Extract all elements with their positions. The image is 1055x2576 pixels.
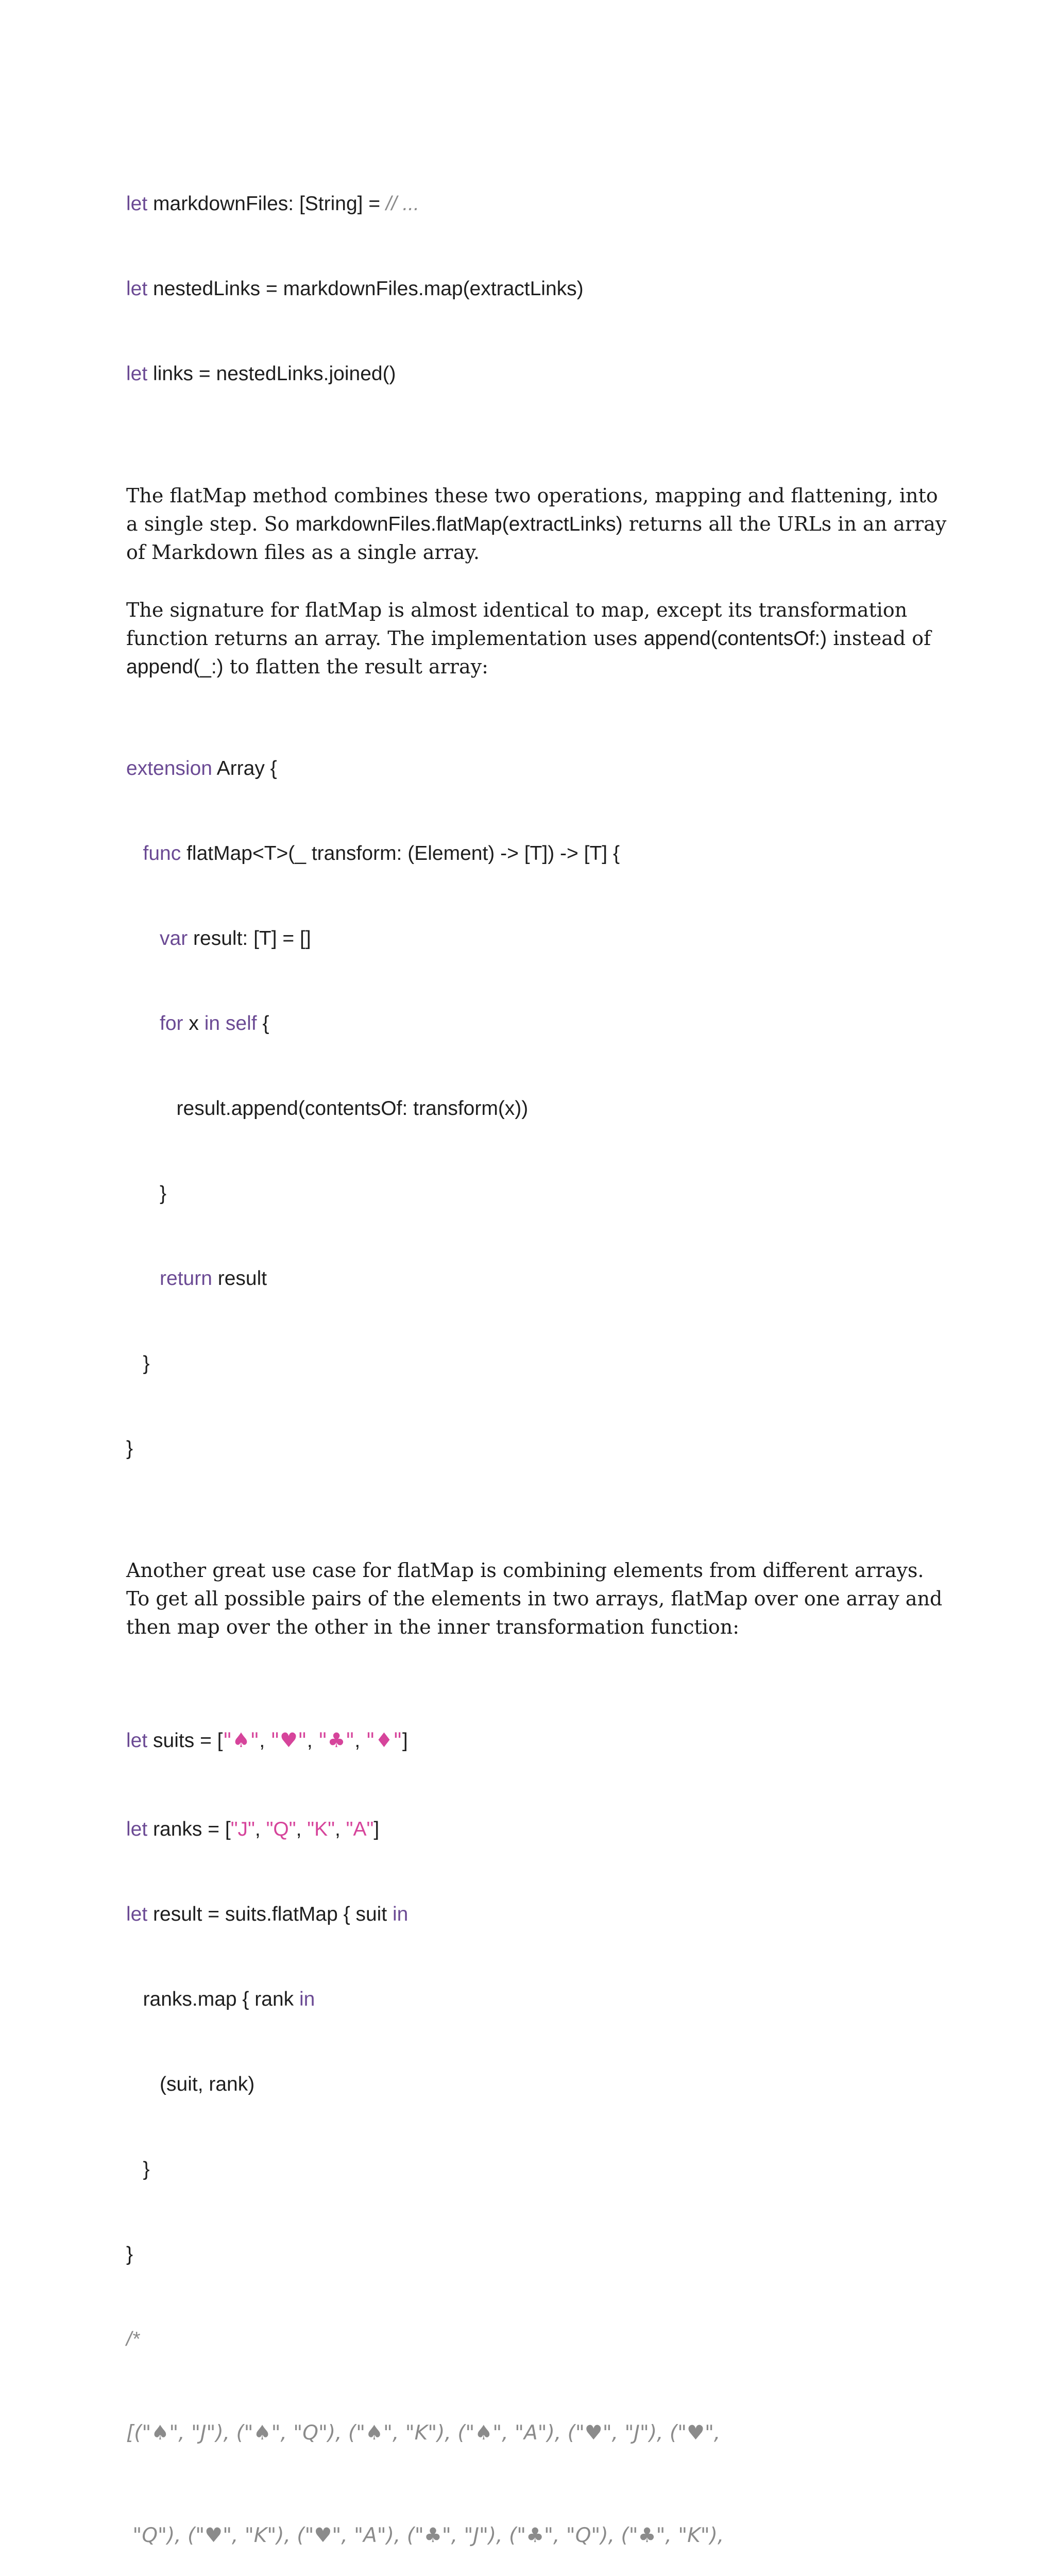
code-text: ,: [259, 1730, 271, 1752]
code-text: suits = [: [147, 1730, 223, 1752]
keyword: let: [126, 193, 148, 215]
keyword: in: [204, 1012, 220, 1035]
code-text: x: [183, 1012, 205, 1035]
code-line: [126, 360, 950, 388]
string-literal: "A": [346, 1818, 374, 1840]
code-text: ,: [354, 1730, 366, 1752]
paragraph-flatmap-intro: [126, 482, 950, 567]
string-literal: "Q": [266, 1818, 296, 1840]
code-text: result: [T] = []: [188, 927, 311, 950]
keyword: var: [160, 927, 188, 950]
code-line: [126, 1900, 950, 1928]
keyword: extension: [126, 757, 212, 779]
indent: [126, 927, 160, 950]
inline-code: markdownFiles.flatMap(extractLinks): [295, 513, 623, 535]
code-text: ,: [334, 1818, 346, 1840]
paragraph-text: The signature for flatMap is almost identical to map, except its transformation function returns an array. The implementation uses: [126, 599, 908, 650]
paragraph-text: instead of: [827, 627, 931, 650]
code-text: result = suits.flatMap { suit: [147, 1903, 393, 1925]
string-literal: "♦": [366, 1729, 402, 1752]
keyword: self: [225, 1012, 257, 1035]
code-text: ]: [402, 1730, 408, 1752]
keyword: for: [160, 1012, 183, 1035]
code-text: ,: [296, 1818, 308, 1840]
document-page: [126, 133, 950, 2576]
code-line: [126, 1985, 950, 2013]
code-text: ,: [254, 1818, 266, 1840]
indent: [126, 1988, 143, 2010]
code-line: [126, 1009, 950, 1038]
string-literal: "♥": [270, 1729, 307, 1752]
code-text: links = nestedLinks.joined(): [147, 363, 396, 385]
code-text: [220, 1012, 226, 1035]
code-line: [126, 754, 950, 783]
keyword: let: [126, 1730, 148, 1752]
comment-output-line: [("♠", "J"), ("♠", "Q"), ("♠", "K"), ("♠", "A"), ("♥", "J"), ("♥",: [126, 2421, 721, 2445]
code-text: result: [212, 1267, 267, 1290]
indent: [126, 1012, 160, 1035]
code-line: }: [126, 2243, 133, 2265]
keyword: let: [126, 278, 148, 300]
code-line: [126, 275, 950, 303]
code-line: }: [126, 2158, 150, 2180]
code-text: flatMap<T>(_ transform: (Element) -> [T]) -> [T] {: [181, 842, 620, 865]
code-line: (suit, rank): [126, 2073, 255, 2095]
code-text: nestedLinks = markdownFiles.map(extractLinks): [147, 278, 584, 300]
code-comment: // ...: [385, 193, 419, 215]
code-text: {: [257, 1012, 269, 1035]
code-line: [126, 924, 950, 953]
code-text: Array {: [212, 757, 277, 779]
code-text: ,: [307, 1730, 318, 1752]
paragraph-flatmap-signature: [126, 596, 950, 681]
code-text: markdownFiles: [String] =: [147, 193, 386, 215]
paragraph-text: returns all the URLs in an array of Markdown files as a single array.: [126, 513, 947, 564]
keyword: in: [299, 1988, 315, 2010]
code-line: [126, 1815, 950, 1843]
code-line: [126, 1723, 950, 1758]
code-line: [126, 1264, 950, 1293]
string-literal: "K": [307, 1818, 335, 1840]
string-literal: "♠": [223, 1729, 260, 1752]
code-block-suits-ranks: [126, 1666, 950, 2576]
keyword: func: [143, 842, 181, 865]
code-line: }: [126, 1182, 167, 1205]
code-block-markdown-links: [126, 133, 950, 445]
paragraph-text: The flatMap method combines these two operations, mapping and flattening, into a single step. So: [126, 484, 938, 535]
code-line: [126, 190, 950, 218]
inline-code: append(contentsOf:): [643, 628, 827, 650]
code-line: [126, 839, 950, 868]
code-line: }: [126, 1352, 150, 1375]
code-line: }: [126, 1437, 133, 1460]
keyword: let: [126, 1818, 148, 1840]
string-literal: "♣": [318, 1729, 355, 1752]
paragraph-text: to flatten the result array:: [223, 655, 488, 678]
paragraph-combining-arrays: Another great use case for flatMap is combining elements from different arrays. To get all possible pairs of the elements in two arrays, flatMap over one array and then map over the other in the inner transformation function:: [126, 1559, 943, 1638]
code-text: ]: [373, 1818, 380, 1840]
comment-open: /*: [126, 2328, 140, 2350]
keyword: return: [160, 1267, 212, 1290]
indent: [126, 842, 143, 865]
keyword: let: [126, 1903, 148, 1925]
code-line: result.append(contentsOf: transform(x)): [126, 1097, 529, 1120]
code-text: ranks = [: [147, 1818, 231, 1840]
keyword: in: [393, 1903, 409, 1925]
indent: [126, 1267, 160, 1290]
keyword: let: [126, 363, 148, 385]
inline-code: append(_:): [126, 656, 224, 678]
code-text: ranks.map { rank: [143, 1988, 299, 2010]
code-block-flatmap-implementation: [126, 698, 950, 1519]
string-literal: "J": [230, 1818, 255, 1840]
comment-output-line: "Q"), ("♥", "K"), ("♥", "A"), ("♣", "J"), ("♣", "Q"), ("♣", "K"),: [126, 2524, 724, 2547]
